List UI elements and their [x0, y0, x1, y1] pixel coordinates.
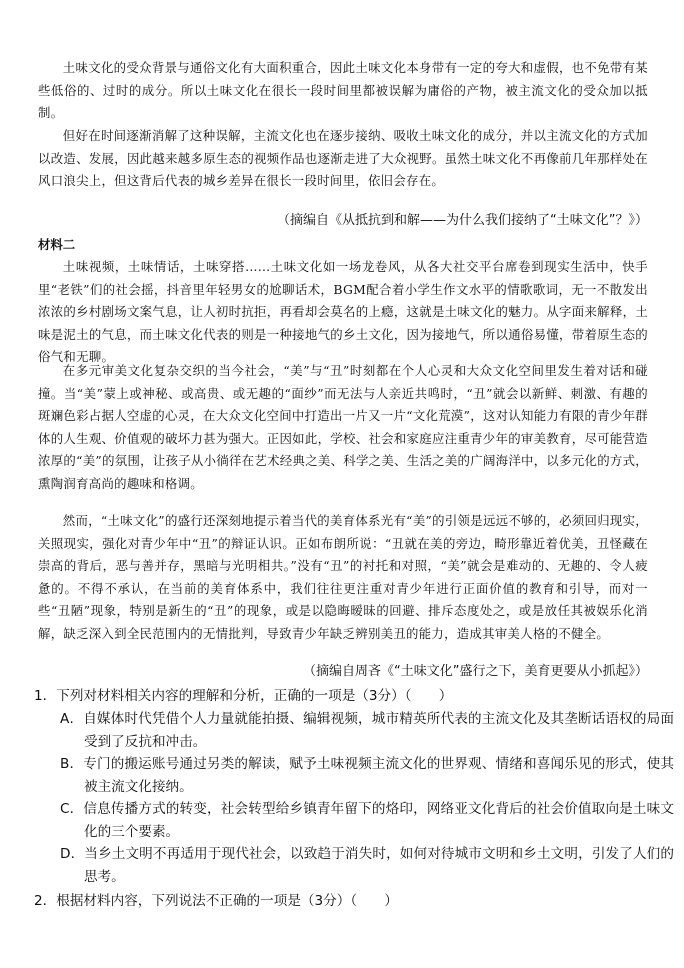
source-citation: （摘编自《从抵抗到和解——为什么我们接纳了“土味文化”？》）: [277, 213, 648, 228]
material-heading: 材料二: [38, 237, 76, 252]
option-d: D．当乡土文明不再适用于现代社会，以致趋于消失时，如何对待城市文明和乡土文明，引发了人们的思考。: [60, 846, 674, 885]
passage-paragraph: 土味视频，土味情话，土味穿搭……土味文化如一场龙卷风，从各大社交平台席卷到现实生活中，快手里“老铁”们的社会摇，抖音里年轻男女的尬聊话术，BGM配合着小学生作文水平的情歌歌词，无一不散发出浓浓的乡村剧场文案气息，让人初时抗拒，再看却会莫名的上瘾，这就是土味文化的魅力。从字面来解释，土味是泥土的气息，而土味文化代表的则是一种接地气的乡土文化，因为接地气，所以通俗易懂，带着原生态的俗气和无聊。: [38, 259, 648, 365]
passage-paragraph: 土味文化的受众背景与通俗文化有大面积重合，因此土味文化本身带有一定的夸大和虚假，也不免带有某些低俗的、过时的成分。所以土味文化在很长一段时间里都被误解为庸俗的产物，被主流文化的受众加以抵制。: [38, 60, 648, 121]
question-stem: 2．根据材料内容，下列说法不正确的一项是（3分）（ ）: [34, 893, 398, 909]
option-a: A．自媒体时代凭借个人力量就能拍摄、编辑视频，城市精英所代表的主流文化及其垄断话语权的局面受到了反抗和冲击。: [60, 711, 674, 750]
question-stem: 1．下列对材料相关内容的理解和分析，正确的一项是（3分）（ ）: [34, 688, 453, 704]
option-c: C．信息传播方式的转变，社会转型给乡镇青年留下的烙印，网络亚文化背后的社会价值取向是土味文化的三个要素。: [60, 801, 674, 840]
option-b: B．专门的搬运账号通过另类的解读，赋予土味视频主流文化的世界观、情绪和喜闻乐见的形式，使其被主流文化接纳。: [60, 756, 674, 795]
passage-paragraph: 但好在时间逐渐消解了这种误解，主流文化也在逐步接纳、吸收土味文化的成分，并以主流文化的方式加以改造、发展，因此越来越多原生态的视频作品也逐渐走进了大众视野。虽然土味文化不再像前几年那样处在风口浪尖上，但这背后代表的城乡差异在很长一段时间里，依旧会存在。: [38, 128, 648, 189]
passage-paragraph: 然而，“土味文化”的盛行还深刻地提示着当代的美育体系光有“美”的引领是远远不够的，必须回归现实，关照现实，强化对青少年中“丑”的辩证认识。正如布朗所说：“丑就在美的旁边，畸形靠近着优美，丑怪藏在崇高的背后，恶与善并存，黑暗与光明相共。”没有“丑”的衬托和对照，“美”就会是难动的、无趣的、令人疲惫的。不得不承认，在当前的美育体系中，我们往往更注重对青少年进行正面价值的教育和引导，而对一些“丑陋”现象，特别是新生的“丑”的现象，或是以隐晦暧昧的回避、排斥态度处之，或是放任其被娱乐化消解，缺乏深入到全民范围内的无情批判，导致青少年缺乏辨别美丑的能力，造成其审美人格的不健全。: [38, 513, 648, 641]
source-citation: （摘编自周吝《“土味文化”盛行之下，美育更要从小抓起》）: [303, 664, 648, 679]
passage-paragraph: 在多元审美文化复杂交织的当今社会，“美”与“丑”时刻都在个人心灵和大众文化空间里发生着对话和碰撞。当“美”蒙上或神秘、或高贵、或无趣的“面纱”而无法与人亲近共鸣时，“丑”就会以新鲜、刺激、有趣的斑斓色彩占据人空虚的心灵，在大众文化空间中打造出一片又一片“文化荒漠”，这对认知能力有限的青少年群体的人生观、价值观的破坏力甚为强大。正因如此，学校、社会和家庭应注重青少年的审美教育，尽可能营造浓厚的“美”的氛围，让孩子从小徜徉在艺术经典之美、科学之美、生活之美的广阔海洋中，以多元化的方式，熏陶润育高尚的趣味和格调。: [38, 363, 648, 491]
